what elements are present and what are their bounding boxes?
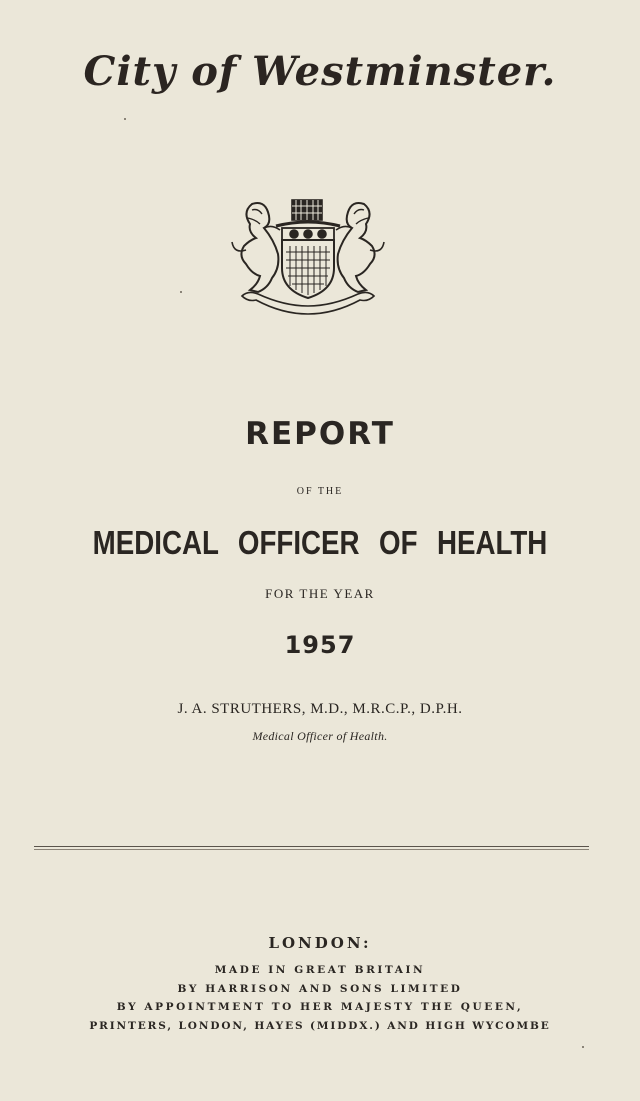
- for-the-year-label: FOR THE YEAR: [265, 586, 375, 601]
- author-role: Medical Officer of Health.: [252, 729, 388, 743]
- imprint-line: BY APPOINTMENT TO HER MAJESTY THE QUEEN,: [116, 1001, 524, 1013]
- imprint-line: BY HARRISON AND SONS LIMITED: [177, 983, 463, 995]
- imprint-place: LONDON:: [268, 934, 372, 952]
- paper-speck: [124, 118, 126, 120]
- coat-of-arms-icon: [228, 194, 388, 318]
- city-title: City of Westminster.: [83, 48, 557, 95]
- of-the-label: OF THE: [296, 486, 344, 497]
- report-year: 1957: [284, 631, 356, 659]
- divider-rule: [34, 846, 589, 847]
- medical-officer-heading: MEDICAL OFFICER OF HEALTH: [92, 524, 548, 561]
- imprint-line: MADE IN GREAT BRITAIN: [214, 964, 426, 976]
- imprint-line: PRINTERS, LONDON, HAYES (MIDDX.) AND HIGH WYCOMBE: [89, 1020, 551, 1032]
- report-heading: REPORT: [245, 416, 395, 452]
- paper-speck: [180, 291, 182, 293]
- divider-rule: [34, 849, 589, 850]
- paper-speck: [582, 1046, 584, 1048]
- author-name: J. A. STRUTHERS, M.D., M.R.C.P., D.P.H.: [177, 701, 463, 717]
